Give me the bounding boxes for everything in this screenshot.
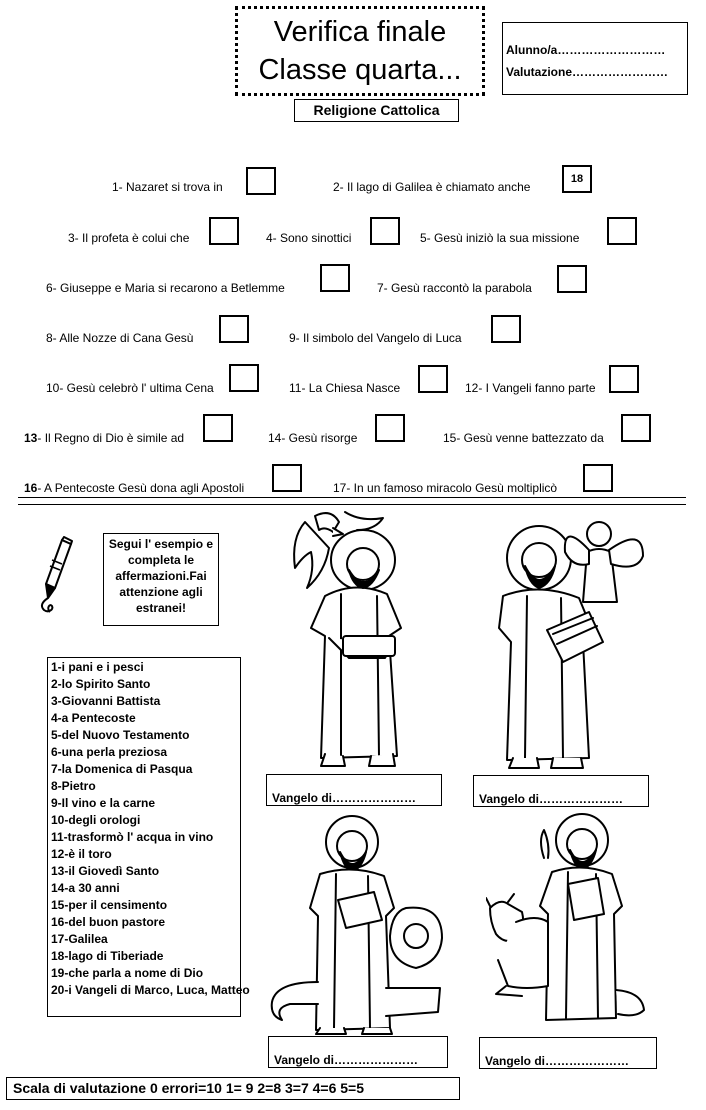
question-1: 1- Nazaret si trova in bbox=[112, 180, 223, 194]
student-box bbox=[502, 22, 688, 95]
answer-options-list bbox=[47, 657, 250, 1017]
answer-option: 14-a 30 anni bbox=[51, 881, 120, 895]
question-11: 11- La Chiesa Nasce bbox=[289, 381, 401, 395]
instructions-box: Segui l' esempio e completa le affermazioni.Fai attenzione agli estranei! bbox=[103, 533, 219, 626]
answer-box-10[interactable] bbox=[229, 364, 259, 392]
answer-box-8[interactable] bbox=[219, 315, 249, 343]
answer-option: 4-a Pentecoste bbox=[51, 711, 136, 725]
answer-option: 8-Pietro bbox=[51, 779, 96, 793]
question-15: 15- Gesù venne battezzato da bbox=[443, 431, 604, 445]
question-5: 5- Gesù iniziò la sua missione bbox=[420, 231, 580, 245]
answer-box-2[interactable]: 18 bbox=[562, 165, 592, 193]
grade-field[interactable]: Valutazione…………………… bbox=[506, 65, 669, 79]
question-7: 7- Gesù raccontò la parabola bbox=[377, 281, 532, 295]
question-6: 6- Giuseppe e Maria si recarono a Betlemme bbox=[46, 281, 285, 295]
answer-option: 10-degli orologi bbox=[51, 813, 141, 827]
answer-option: 7-la Domenica di Pasqua bbox=[51, 762, 193, 776]
answer-option: 20-i Vangeli di Marco, Luca, Matteo bbox=[51, 983, 250, 997]
evangelist-ox-illustration bbox=[486, 810, 650, 1036]
answer-option: 3-Giovanni Battista bbox=[51, 694, 161, 708]
answer-option: 12-è il toro bbox=[51, 847, 112, 861]
answer-box-12[interactable] bbox=[609, 365, 639, 393]
question-16-number: 16 bbox=[24, 481, 38, 495]
question-2: 2- Il lago di Galilea è chiamato anche bbox=[333, 180, 531, 194]
question-4: 4- Sono sinottici bbox=[266, 231, 352, 245]
question-10: 10- Gesù celebrò l' ultima Cena bbox=[46, 381, 214, 395]
student-name-field[interactable]: Alunno/a……………………… bbox=[506, 43, 666, 57]
question-13-text: - Il Regno di Dio è simile ad bbox=[37, 431, 185, 445]
answer-box-13[interactable] bbox=[203, 414, 233, 442]
answer-option: 1-i pani e i pesci bbox=[51, 660, 144, 674]
answer-box-5[interactable] bbox=[607, 217, 637, 245]
answer-box-4[interactable] bbox=[370, 217, 400, 245]
pencil-icon bbox=[38, 536, 76, 616]
subject-label: Religione Cattolica bbox=[294, 99, 459, 122]
question-13-number: 13 bbox=[24, 431, 38, 445]
question-12: 12- I Vangeli fanno parte bbox=[465, 381, 596, 395]
gospel-label-4[interactable]: Vangelo di………………… bbox=[479, 1037, 657, 1069]
answer-option: 2-lo Spirito Santo bbox=[51, 677, 151, 691]
answer-option: 15-per il censimento bbox=[51, 898, 168, 912]
question-16-text: - A Pentecoste Gesù dona agli Apostoli bbox=[37, 481, 245, 495]
question-16 bbox=[24, 481, 244, 495]
answer-option: 19-che parla a nome di Dio bbox=[51, 966, 204, 980]
answer-box-15[interactable] bbox=[621, 414, 651, 442]
grading-scale: Scala di valutazione 0 errori=10 1= 9 2=8 3=7 4=6 5=5 bbox=[6, 1077, 460, 1100]
question-14: 14- Gesù risorge bbox=[268, 431, 358, 445]
answer-option: 16-del buon pastore bbox=[51, 915, 166, 929]
answer-option: 17-Galilea bbox=[51, 932, 108, 946]
answer-option: 9-Il vino e la carne bbox=[51, 796, 156, 810]
answer-box-14[interactable] bbox=[375, 414, 405, 442]
question-3: 3- Il profeta è colui che bbox=[68, 231, 190, 245]
question-13 bbox=[24, 431, 184, 445]
gospel-label-2[interactable]: Vangelo di………………… bbox=[473, 775, 649, 807]
answer-box-16[interactable] bbox=[272, 464, 302, 492]
answer-box-1[interactable] bbox=[246, 167, 276, 195]
answer-box-6[interactable] bbox=[320, 264, 350, 292]
answer-option: 11-trasformò l' acqua in vino bbox=[51, 830, 214, 844]
answer-option: 6-una perla preziosa bbox=[51, 745, 168, 759]
answer-box-7[interactable] bbox=[557, 265, 587, 293]
question-8: 8- Alle Nozze di Cana Gesù bbox=[46, 331, 194, 345]
evangelist-angel-illustration bbox=[493, 512, 649, 770]
answer-option: 18-lago di Tiberiade bbox=[51, 949, 164, 963]
title-box bbox=[235, 6, 485, 96]
gospel-label-1[interactable]: Vangelo di………………… bbox=[266, 774, 442, 806]
answer-box-11[interactable] bbox=[418, 365, 448, 393]
evangelist-lion-illustration bbox=[266, 812, 446, 1036]
title-line-1: Verifica finale bbox=[273, 16, 447, 48]
section-divider bbox=[18, 497, 686, 505]
title-line-2: Classe quarta... bbox=[258, 54, 462, 86]
answer-box-9[interactable] bbox=[491, 315, 521, 343]
answer-option: 13-il Giovedì Santo bbox=[51, 864, 160, 878]
evangelist-eagle-illustration bbox=[285, 508, 425, 770]
question-17: 17- In un famoso miracolo Gesù moltiplicò bbox=[333, 481, 558, 495]
question-9: 9- Il simbolo del Vangelo di Luca bbox=[289, 331, 462, 345]
gospel-label-3[interactable]: Vangelo di………………… bbox=[268, 1036, 448, 1068]
answer-option: 5-del Nuovo Testamento bbox=[51, 728, 190, 742]
answer-box-17[interactable] bbox=[583, 464, 613, 492]
answer-box-3[interactable] bbox=[209, 217, 239, 245]
